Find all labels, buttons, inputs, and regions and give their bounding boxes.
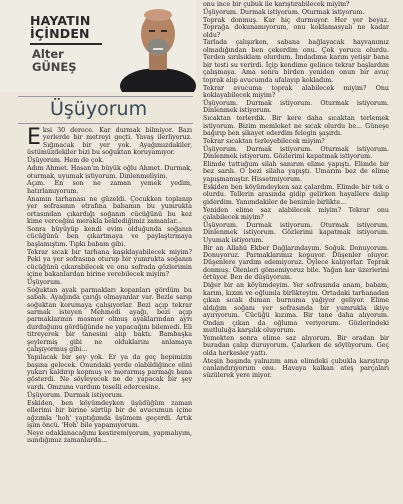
paragraph-text: ksi 30 derece. Kar durmak bilmiyor. Bazı yerlerde bir metreyi geçti. Yavaş ilerliyoruz. Sığınacak bir yer yok. Ayağımızdakiler, üstümüzdekiler bizi bu soğuktan koruyamıyor. (27, 127, 192, 157)
paragraph (27, 127, 192, 157)
author-portrait (118, 0, 196, 92)
kicker-line-2: İÇİNDEN (30, 26, 90, 41)
paragraph: Üşüyorum. Hem de çok. (27, 157, 105, 165)
paragraph: Tarlada çalışırken, sabana bağlayacak hayvanımız olmadığından ben çekerdim onu. Çok yorucu olurdu. Terden sırılsıklam olurdum. İmdadıma karım yetişir bana bir testi su verirdi. İçip kendime gelince tekrar başlardım çalışmaya. Ama sonra birden yeniden onun bir avuç toprak alıp avucumda ufalayıp kokladım. (203, 39, 389, 84)
drop-cap: E (27, 127, 41, 150)
author-first-name: Alter (32, 47, 64, 61)
paragraph: Bir an Allahü Ekber Dağlarındayım. Soğuk. Donuyorum. Donuyoruz. Parmaklarımız kopuyor. Düşenler oluyor. Düşenlere yardım edemiyoruz. Öylece kalıyorlar. Toprak donmuş. Ölenleri gömemiyoruz bile. Yağan kar üzerlerini örtüyor. Ben de düşüyorum. (203, 244, 389, 282)
paragraph: Sıcaktan terlerdik. Bir kere daha sıcaktan terlemek istiyorum. Bizim memleket ne sıcak olurdu be... Güneşe bağırıp ben şikayet ederdim felegin şaşırdı. (203, 115, 389, 138)
article-title: Üşüyorum (50, 98, 148, 120)
paragraph: Yeniden elime saz alabilecek miyim? Tekrar onu çalabilecek miyim? (203, 206, 389, 221)
paragraph: Tekrar sıcak bir tarhana kaşıklayabilecek miyim? Peki ya yer sofrasına oturup bir yumrukta soğanın cücüğünü çıkarabilecek ve onu sofrada gözlerimin içine bakanlardan birine verebilecek miyim? (27, 248, 192, 278)
title-rule-bottom (18, 123, 193, 124)
author-last-name: GÜNEŞ (32, 60, 77, 74)
paragraph: Üşüyorum. (27, 278, 62, 286)
author-name (32, 48, 77, 74)
kicker-divider (30, 43, 102, 45)
paragraph: Üşüyorum. Durmak istiyorum. (27, 391, 124, 399)
paragraph: Yemekten sonra elime saz alıyorum. Bir oradan bir buradan çalıp duruyorum. Çalarken de söylüyorum. Geç olda herkesler yattı. (203, 334, 389, 357)
paragraph: Sonra büyüyüp kendi evim olduğunda soğanın cücüğünü ben çıkartmaya ve paylaştırmaya başlamıştım. Tıpkı babam gibi. (27, 225, 192, 248)
paragraph: Üşüyorum. Durmak istiyorum. Oturmak istiyorum. (203, 8, 365, 16)
column-kicker (30, 14, 91, 40)
paragraph: Elimde tuttuğum silah sanırım elime yapıştı. Elimde bir bez sarılı. O bezi silaha yapıştı. Umarım bez de elime yapışmamıştır. Hissetmiyorum. (203, 161, 389, 183)
article-column-1 (27, 127, 192, 504)
paragraph: Anamın tarhanası ne güzeldi. Çocukken toplanıp yer sofrasının etrafına babamın bu yumrukta ortasından çıkardığı soğanın cücüğünü bu kez kime verceğini merakla beklediğimiz zamanlar... (27, 195, 192, 225)
paragraph: Yapılacak bir şey yok. Er ya da geç hepimizin başına gelecek. Onundaki yerde olabildiğince elini yukarı kaldırıp kopmuş ve morarmış parmağı bana gösterdi. Ne söyleyecek ne de yapacak bir şey vardı. Omzuna vurdum teselli edercesine. (27, 354, 192, 391)
paragraph: Açım. En son ne zaman yemek yedim, hatırlamıyorum. (27, 180, 192, 195)
paragraph: Üşüyorum. Durmak istiyorum. Oturmak istiyorum. Dinlenmek istiyorum. (203, 99, 389, 115)
paragraph: Eskiden ben köyümdeyken saz çalardım. Elimde bir tek o olurdu. Tellerin arasında gidip gelirken hayallere dalıp giderdim. Yanımdakiler de benimle birlikte... (203, 183, 389, 206)
paragraph: Diğer bir an köyümdeyim. Yer sofrasında anam, babam, karım, kızım ve oğlumla birlikteyim. Ortadaki tarhanadan çıkan sıcak duman burnuma yağıyor geliyor. Elime aldığım soğanı yer sofrasında bir yumrukla ikiye ayırıyorum. Cücüğü kızıma. Bir tane daha alıyorum. Ondan çıkan da oğluma veriyorum. Gözlerindeki mutluluğa karşılık oluyorum. (203, 282, 389, 334)
paragraph: Üşüyorum. Durmak istiyorum. Oturmak istiyorum. Dinlenmek istiyorum. Gözlerimi kapatmak istiyorum. Uyumak istiyorum. (203, 221, 389, 244)
paragraph: Eskiden, ben köyümdeyken üşüdüğüm zaman ellerimi bir birine sürtüp bir de avucumun içine ağzımla 'hoh' yaptığımda üşümem geçerdi. Artık işim öncü. 'Hoh' bile yapamıyorum. (27, 399, 192, 429)
paragraph: onu ince bir çubuk ile karıştırabilecek miyim? (203, 1, 350, 8)
kicker-line-1: HAYATIN (30, 13, 91, 28)
paragraph: Üşüyorum. Durmak istiyorum. Oturmak istiyorum. Dinlenmek istiyorum. Gözlerimi kapatmak istiyorum. (203, 145, 389, 161)
paragraph: Tekrar avucuma toprak alabilecek miyim? Onu koklayabilecek miyim? (203, 84, 389, 99)
paragraph: Adım Ahmet. Hasan'ın büyük oğlu Ahmet. Durmak, oturmak, uyumak istiyorum. Dinlenmeliyim. (27, 165, 192, 180)
paragraph: Ateşin başında yalnızım ama elimdeki çubukla karıştırıp canlandırıyorum onu. Havaya kalkan ateş parçaları süzülerek yere iniyor. (203, 357, 389, 380)
paragraph: Toprak donmuş. Kar hiç durmuyor. Her yer beyaz. Toprağa dokunamıyorum, onu koklamasyalı ne kadar oldu? (203, 16, 389, 39)
column-header (0, 0, 196, 92)
paragraph: Tekrar sıcaktan terleyebilecek miyim? (203, 137, 325, 145)
article-column-2 (203, 1, 389, 504)
paragraph: Soğuktan ayak parmakları kopanları gördüm bu sabah. Ayağında çarığı olmayanlar var. Bezle sarıp soğuktan korumaya çalışıyorlar. Bezi açıp tekrar sarmak isteyen Mehmedi ayağı, bezi açıp parmaklarının mosmor olmuş ayaklarından ayrı durduğunu gördüğünde ne yapacağını bilemedi. Eli titreyerek bir tanesini alıp baktı. Bambaşka şeylermiş gibi ne olduklarını anlamaya çalışıyormuş gibi... (27, 286, 192, 354)
paragraph: Neye odaklanacağımı kestiremiyorum, yapmalıyım, ısındığımız zamanlarda... (27, 429, 192, 445)
